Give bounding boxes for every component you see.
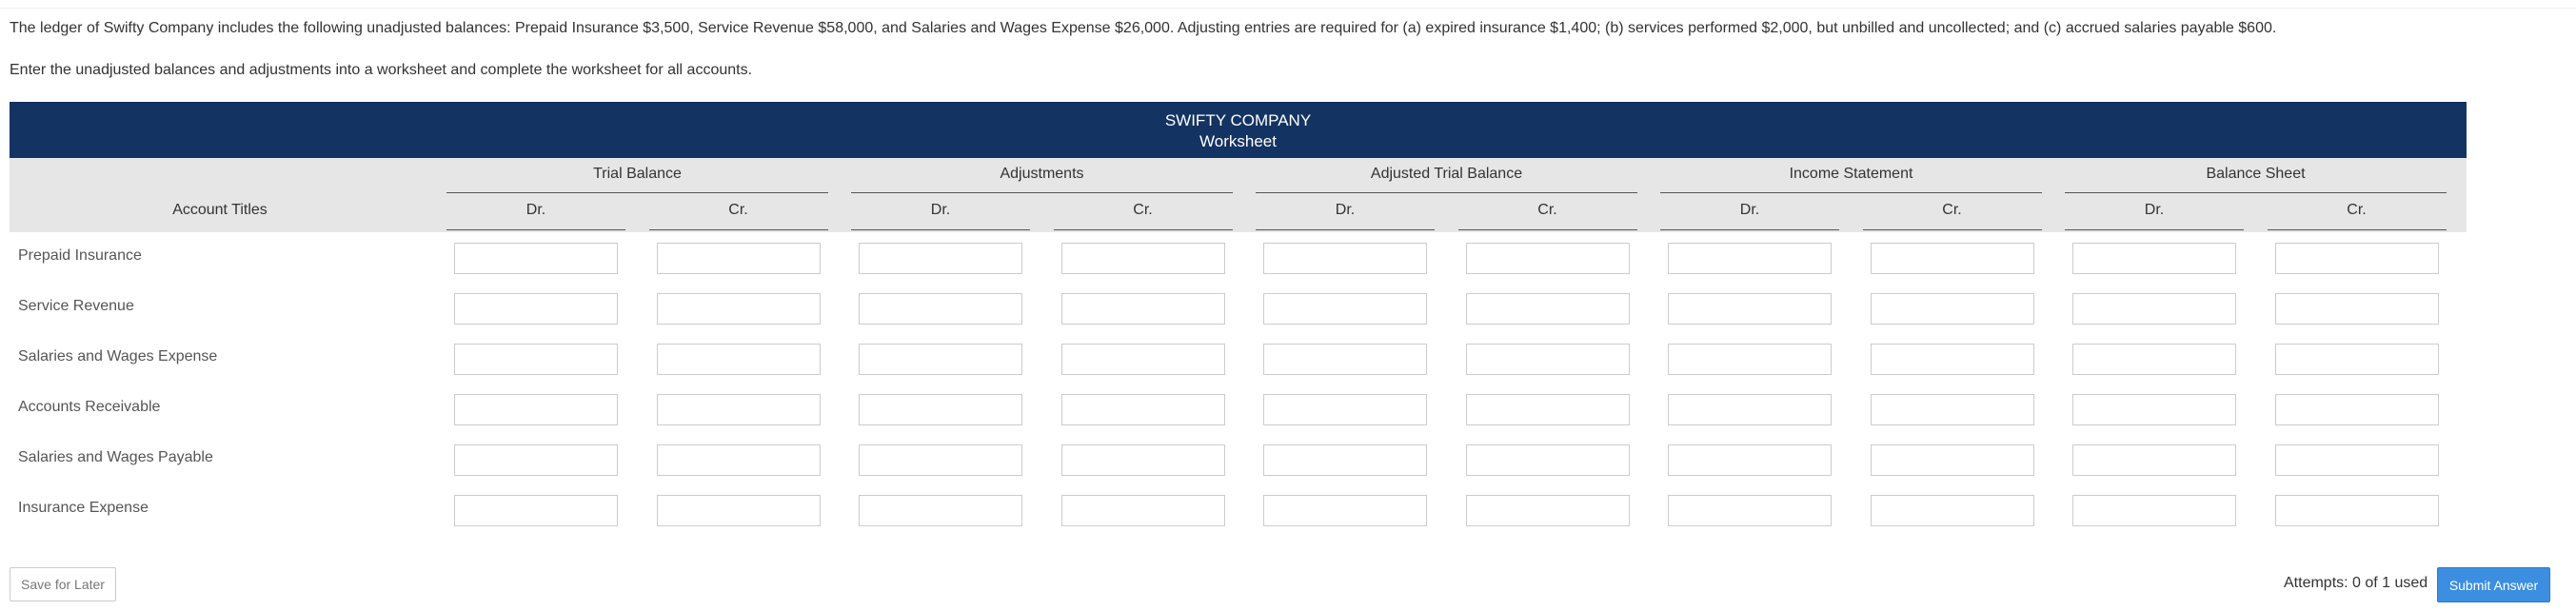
accounts-receivable-adjustments-dr-input[interactable] (859, 394, 1022, 425)
prepaid-insurance-income-statement-dr-input[interactable] (1668, 243, 1832, 274)
salaries-and-wages-payable-income-statement-dr-input[interactable] (1668, 444, 1832, 476)
attempts-counter: Attempts: 0 of 1 used (2284, 575, 2428, 591)
top-divider (0, 8, 2576, 9)
column-header-income-statement-dr: Dr. (1739, 202, 1760, 218)
worksheet-row-insurance-expense (10, 484, 2467, 535)
prepaid-insurance-adjustments-dr-input[interactable] (859, 243, 1022, 274)
salaries-and-wages-expense-trial-balance-cr-input[interactable] (657, 344, 821, 375)
column-divider (649, 229, 828, 230)
group-divider (446, 192, 828, 193)
column-header-income-statement-cr: Cr. (1942, 202, 1962, 218)
column-header-adjustments-dr: Dr. (930, 202, 951, 218)
worksheet-column-headers (10, 158, 2467, 232)
insurance-expense-adjustments-dr-input[interactable] (859, 495, 1022, 526)
service-revenue-income-statement-dr-input[interactable] (1668, 293, 1832, 325)
group-header-adjustments: Adjustments (1000, 166, 1084, 182)
column-header-adjusted-trial-balance-dr: Dr. (1335, 202, 1356, 218)
worksheet-row-service-revenue (10, 283, 2467, 333)
service-revenue-balance-sheet-dr-input[interactable] (2072, 293, 2236, 325)
prepaid-insurance-balance-sheet-cr-input[interactable] (2275, 243, 2439, 274)
salaries-and-wages-expense-adjusted-trial-balance-cr-input[interactable] (1466, 344, 1630, 375)
column-header-balance-sheet-cr: Cr. (2347, 202, 2367, 218)
worksheet-row-salaries-and-wages-expense (10, 333, 2467, 384)
accounts-receivable-balance-sheet-dr-input[interactable] (2072, 394, 2236, 425)
service-revenue-adjustments-cr-input[interactable] (1061, 293, 1225, 325)
prepaid-insurance-balance-sheet-dr-input[interactable] (2072, 243, 2236, 274)
group-divider (851, 192, 1233, 193)
salaries-and-wages-expense-balance-sheet-dr-input[interactable] (2072, 344, 2236, 375)
accounts-receivable-trial-balance-cr-input[interactable] (657, 394, 821, 425)
column-divider (2065, 229, 2244, 230)
salaries-and-wages-payable-trial-balance-dr-input[interactable] (454, 444, 618, 476)
salaries-and-wages-payable-trial-balance-cr-input[interactable] (657, 444, 821, 476)
insurance-expense-income-statement-cr-input[interactable] (1871, 495, 2034, 526)
account-title-label: Insurance Expense (18, 500, 149, 516)
account-titles-header: Account Titles (172, 202, 268, 218)
salaries-and-wages-expense-balance-sheet-cr-input[interactable] (2275, 344, 2439, 375)
worksheet-table (10, 102, 2467, 535)
column-divider (1863, 229, 2042, 230)
insurance-expense-adjusted-trial-balance-dr-input[interactable] (1263, 495, 1427, 526)
worksheet-row-prepaid-insurance (10, 232, 2467, 283)
insurance-expense-adjustments-cr-input[interactable] (1061, 495, 1225, 526)
accounts-receivable-income-statement-cr-input[interactable] (1871, 394, 2034, 425)
account-title-label: Salaries and Wages Expense (18, 348, 218, 365)
column-divider (1660, 229, 1839, 230)
column-header-adjusted-trial-balance-cr: Cr. (1537, 202, 1557, 218)
insurance-expense-income-statement-dr-input[interactable] (1668, 495, 1832, 526)
group-header-adjusted-trial-balance: Adjusted Trial Balance (1370, 166, 1523, 182)
salaries-and-wages-payable-adjusted-trial-balance-cr-input[interactable] (1466, 444, 1630, 476)
prepaid-insurance-adjustments-cr-input[interactable] (1061, 243, 1225, 274)
salaries-and-wages-payable-adjustments-cr-input[interactable] (1061, 444, 1225, 476)
insurance-expense-trial-balance-cr-input[interactable] (657, 495, 821, 526)
service-revenue-trial-balance-dr-input[interactable] (454, 293, 618, 325)
service-revenue-trial-balance-cr-input[interactable] (657, 293, 821, 325)
group-divider (1256, 192, 1637, 193)
insurance-expense-balance-sheet-dr-input[interactable] (2072, 495, 2236, 526)
column-divider (1054, 229, 1233, 230)
column-divider (1256, 229, 1435, 230)
column-header-trial-balance-dr: Dr. (525, 202, 546, 218)
salaries-and-wages-payable-adjustments-dr-input[interactable] (859, 444, 1022, 476)
prepaid-insurance-trial-balance-cr-input[interactable] (657, 243, 821, 274)
insurance-expense-adjusted-trial-balance-cr-input[interactable] (1466, 495, 1630, 526)
instruction-text: Enter the unadjusted balances and adjustments into a worksheet and complete the worksheet for all accounts. (10, 62, 753, 78)
account-title-label: Prepaid Insurance (18, 247, 142, 264)
salaries-and-wages-expense-adjusted-trial-balance-dr-input[interactable] (1263, 344, 1427, 375)
group-divider (1660, 192, 2042, 193)
column-divider (446, 229, 625, 230)
company-name: SWIFTY COMPANY (1164, 111, 1312, 129)
worksheet-body (10, 232, 2467, 535)
problem-statement: The ledger of Swifty Company includes the following unadjusted balances: Prepaid Insurance $3,500, Service Revenue $58,000, and Salaries and Wages Expense $26,000. Adjusting entries are required for (a) expired insurance $1,400; (b) services performed $2,000, but unbilled and uncollected; and (c) accrued salaries payable $600. (10, 20, 2277, 36)
accounts-receivable-income-statement-dr-input[interactable] (1668, 394, 1832, 425)
group-header-trial-balance: Trial Balance (593, 166, 682, 182)
prepaid-insurance-income-statement-cr-input[interactable] (1871, 243, 2034, 274)
service-revenue-adjusted-trial-balance-dr-input[interactable] (1263, 293, 1427, 325)
column-divider (2268, 229, 2447, 230)
insurance-expense-trial-balance-dr-input[interactable] (454, 495, 618, 526)
prepaid-insurance-adjusted-trial-balance-cr-input[interactable] (1466, 243, 1630, 274)
column-divider (851, 229, 1030, 230)
salaries-and-wages-expense-income-statement-cr-input[interactable] (1871, 344, 2034, 375)
salaries-and-wages-expense-adjustments-cr-input[interactable] (1061, 344, 1225, 375)
prepaid-insurance-trial-balance-dr-input[interactable] (454, 243, 618, 274)
accounts-receivable-adjustments-cr-input[interactable] (1061, 394, 1225, 425)
column-header-adjustments-cr: Cr. (1133, 202, 1153, 218)
salaries-and-wages-expense-adjustments-dr-input[interactable] (859, 344, 1022, 375)
insurance-expense-balance-sheet-cr-input[interactable] (2275, 495, 2439, 526)
salaries-and-wages-expense-trial-balance-dr-input[interactable] (454, 344, 618, 375)
accounts-receivable-adjusted-trial-balance-cr-input[interactable] (1466, 394, 1630, 425)
salaries-and-wages-payable-adjusted-trial-balance-dr-input[interactable] (1263, 444, 1427, 476)
group-header-income-statement: Income Statement (1789, 166, 1913, 182)
service-revenue-income-statement-cr-input[interactable] (1871, 293, 2034, 325)
service-revenue-balance-sheet-cr-input[interactable] (2275, 293, 2439, 325)
column-header-trial-balance-cr: Cr. (728, 202, 748, 218)
service-revenue-adjusted-trial-balance-cr-input[interactable] (1466, 293, 1630, 325)
accounts-receivable-balance-sheet-cr-input[interactable] (2275, 394, 2439, 425)
column-header-balance-sheet-dr: Dr. (2144, 202, 2165, 218)
account-title-label: Service Revenue (18, 298, 134, 314)
column-divider (1458, 229, 1637, 230)
salaries-and-wages-payable-income-statement-cr-input[interactable] (1871, 444, 2034, 476)
account-title-label: Accounts Receivable (18, 399, 161, 415)
worksheet-row-salaries-and-wages-payable (10, 434, 2467, 484)
worksheet-title: Worksheet (1199, 132, 1277, 150)
worksheet-row-accounts-receivable (10, 384, 2467, 434)
salaries-and-wages-payable-balance-sheet-dr-input[interactable] (2072, 444, 2236, 476)
service-revenue-adjustments-dr-input[interactable] (859, 293, 1022, 325)
accounts-receivable-trial-balance-dr-input[interactable] (454, 394, 618, 425)
group-divider (2065, 192, 2447, 193)
save-for-later-button[interactable]: Save for Later (10, 567, 116, 601)
salaries-and-wages-payable-balance-sheet-cr-input[interactable] (2275, 444, 2439, 476)
accounts-receivable-adjusted-trial-balance-dr-input[interactable] (1263, 394, 1427, 425)
worksheet-header (10, 102, 2467, 158)
salaries-and-wages-expense-income-statement-dr-input[interactable] (1668, 344, 1832, 375)
prepaid-insurance-adjusted-trial-balance-dr-input[interactable] (1263, 243, 1427, 274)
group-header-balance-sheet: Balance Sheet (2206, 166, 2306, 182)
submit-answer-button[interactable]: Submit Answer (2437, 567, 2550, 602)
account-title-label: Salaries and Wages Payable (18, 449, 213, 465)
